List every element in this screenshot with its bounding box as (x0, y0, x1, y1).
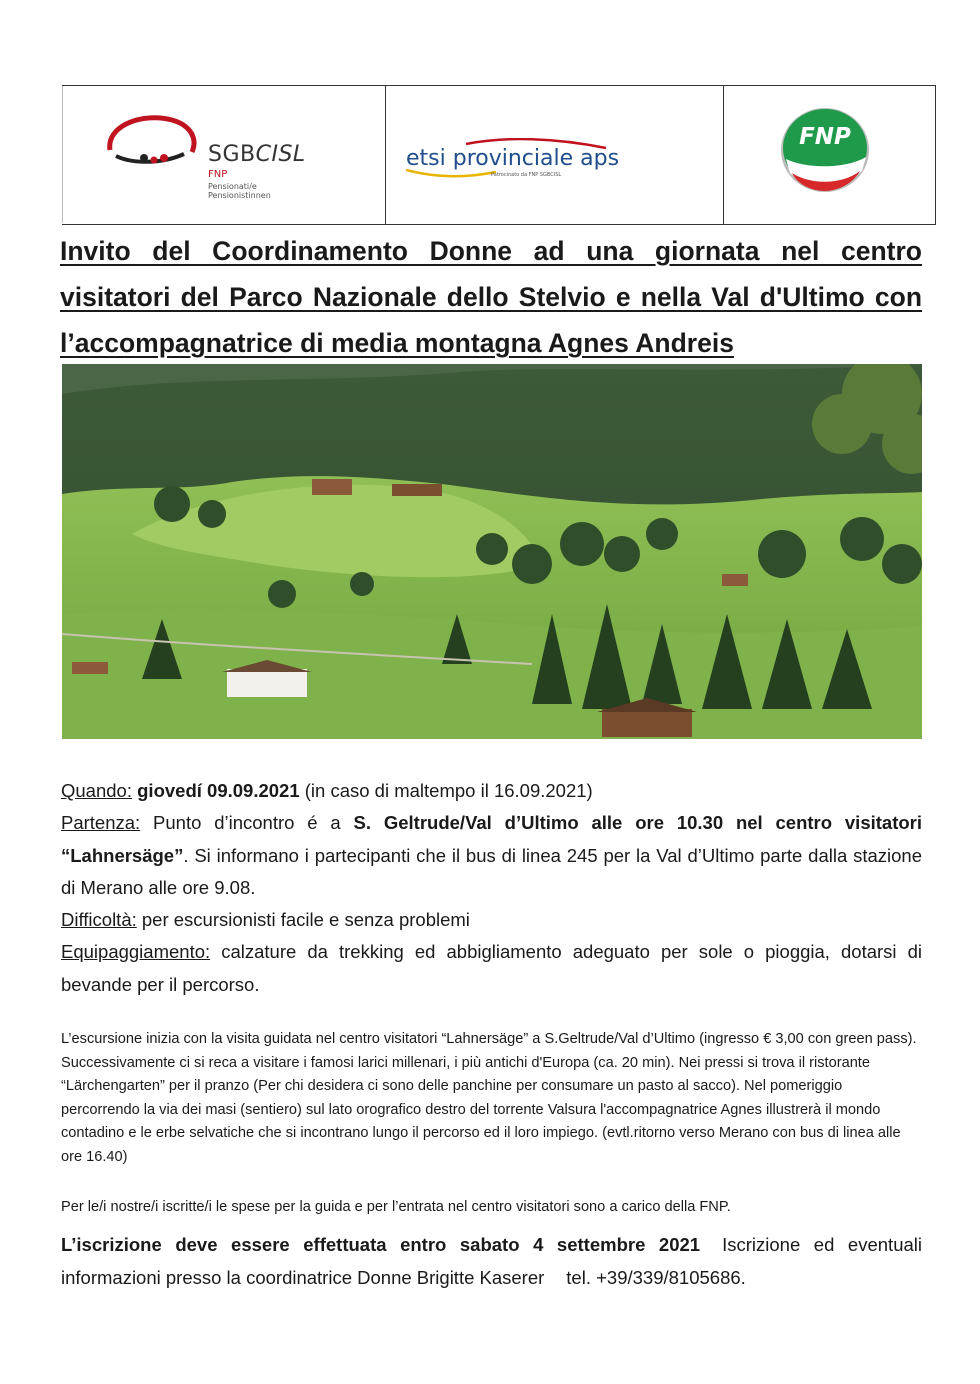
landscape-image (62, 364, 922, 739)
sgb-cisl-wordmark: SGBCISL (208, 142, 306, 167)
equipment-label: Equipaggiamento: (61, 941, 211, 963)
when-label: Quando: (61, 780, 132, 801)
sgb-subtitle: Pensionati/e Pensionistinnen (208, 182, 271, 200)
fnp-badge-icon (780, 107, 870, 193)
excursion-description: L’escursione inizia con la visita guidata nel centro visitatori “Lahnersäge” a S.Geltrude/Val d’Ultimo (ingresso € 3,00 con green pass). Successivamente ci si reca a visitare i famosi larici millenari, i più antichi d'Europa (ca. 20 min). Nei pressi si trova il ristorante “Lärchengarten” per il pranzo (Per chi desidera ci sono delle panchine per consumare un pasto al sacco). Nel pomeriggio percorrendo la via dei masi (sentiero) sul lato orografico destro del torrente Valsura l'accompagnatrice Agnes illustrerà il mondo contadino e le erbe selvatiche che si incontrano lungo il percorso ed il loro impiego. (evtl.ritorno verso Merano con bus di linea alle ore 16.40) (61, 1031, 917, 1165)
when-line (61, 775, 922, 807)
alpine-valley-photo (62, 364, 922, 739)
equipment-value: calzature da trekking ed abbigliamento adeguato per sole o pioggia, dotarsi di bevande per il percorso. (61, 941, 923, 995)
departure-line (61, 807, 922, 904)
fnp-wordmark: FNP (799, 124, 851, 150)
departure-location: S. Geltrude/Val d’Ultimo alle ore 10.30 nel centro visitatori “Lahnersäge” (61, 812, 923, 866)
departure-text: Punto d’incontro é a (153, 812, 341, 834)
event-details (61, 775, 922, 1001)
contact-phone: tel. +39/339/8105686. (566, 1266, 746, 1288)
departure-bus-info: . Si informano i partecipanti che il bus di linea 245 per la Val d’Ultimo parte dalla stazione di Merano alle ore 9.08. (61, 844, 922, 898)
logo-header (62, 85, 936, 225)
when-date: giovedí 09.09.2021 (137, 780, 300, 801)
sgb-swoosh-icon (102, 108, 202, 172)
difficulty-line (61, 904, 922, 936)
etsi-wordmark: etsi provinciale aps (406, 146, 620, 171)
etsi-logo (386, 86, 724, 224)
registration-deadline: L’iscrizione deve essere effettuata entro sabato 4 settembre 2021 (61, 1234, 701, 1255)
departure-label: Partenza: (61, 812, 141, 834)
fnp-logo (724, 86, 935, 224)
difficulty-label: Difficoltà: (61, 909, 137, 931)
sgb-fnp-label: FNP (208, 169, 228, 180)
fee-note: Per le/i nostre/i iscritte/i le spese per la guida e per l’entrata nel centro visitatori sono a carico della FNP. (61, 1199, 731, 1215)
registration-info (61, 1229, 922, 1294)
invitation-headline: Invito del Coordinamento Donne ad una giornata nel centro visitatori del Parco Nazionale dello Stelvio e nella Val d'Ultimo con l’accompagnatrice di media montagna Agnes Andreis (60, 236, 922, 358)
etsi-subtitle: Patrocinato da FNP SGBCISL (491, 172, 562, 178)
sgb-cisl-logo (62, 86, 386, 224)
registration-contact: Iscrizione ed eventuali informazioni presso la coordinatrice Donne Brigitte Kaserer (61, 1234, 922, 1288)
equipment-line (61, 936, 922, 1001)
difficulty-value: per escursionisti facile e senza problemi (141, 909, 470, 931)
when-note: (in caso di maltempo il 16.09.2021) (304, 780, 593, 801)
